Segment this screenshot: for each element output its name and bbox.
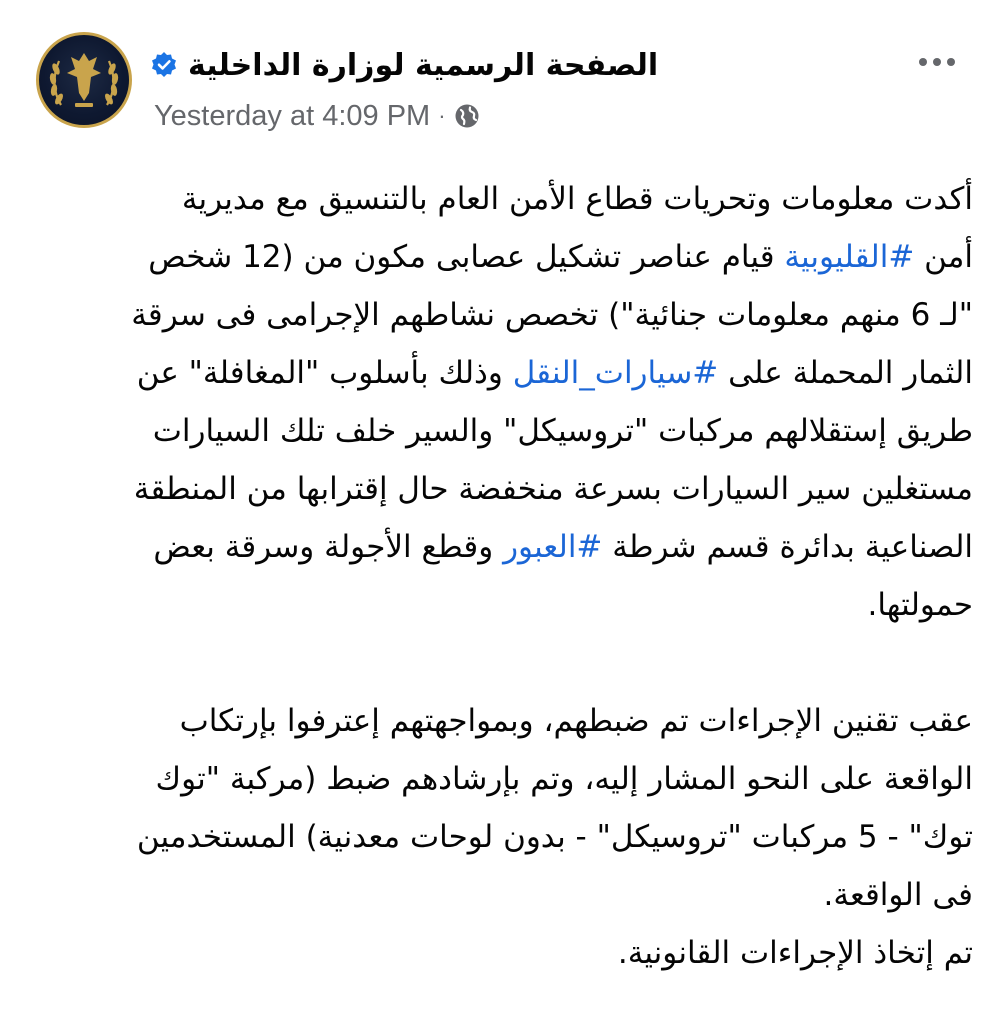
post-text-line xyxy=(30,286,973,344)
post-text-line xyxy=(30,460,973,518)
post-body xyxy=(30,170,973,982)
page-avatar[interactable] xyxy=(36,32,132,128)
post-text-line xyxy=(30,634,973,692)
post-text-segment: عقب تقنين الإجراءات تم ضبطهم، وبمواجهتهم إعترفوا بإرتكاب xyxy=(179,703,973,739)
post-meta xyxy=(154,98,480,134)
post-text-segment: "لـ 6 منهم معلومات جنائية") تخصص نشاطهم الإجرامى فى سرقة xyxy=(131,297,973,333)
page-name-row xyxy=(150,40,670,90)
hashtag-link[interactable]: #سيارات_النقل xyxy=(512,355,719,391)
post-text-line xyxy=(30,750,973,808)
globe-icon[interactable] xyxy=(454,103,480,129)
post-text-segment: الصناعية بدائرة قسم شرطة xyxy=(602,529,973,565)
post-text-segment: فى الواقعة. xyxy=(823,877,973,913)
post-text-segment: وذلك بأسلوب "المغافلة" عن xyxy=(136,355,513,391)
post-text-line xyxy=(30,228,973,286)
post-text-line xyxy=(30,808,973,866)
post-text-segment: الثمار المحملة على xyxy=(718,355,973,391)
post-text-segment: أكدت معلومات وتحريات قطاع الأمن العام بالتنسيق مع مديرية xyxy=(181,181,973,217)
post-timestamp[interactable]: Yesterday at 4:09 PM xyxy=(154,99,431,132)
post-text-line xyxy=(30,576,973,634)
post-text-segment: مستغلين سير السيارات بسرعة منخفضة حال إقترابها من المنطقة xyxy=(133,471,973,507)
post-text-segment: حمولتها. xyxy=(867,587,973,623)
more-horizontal-icon xyxy=(919,58,955,66)
post-text-line xyxy=(30,692,973,750)
post-text-line xyxy=(30,518,973,576)
verified-badge-icon xyxy=(150,51,178,79)
post-text-line xyxy=(30,170,973,228)
post-text-segment: قيام عناصر تشكيل عصابى مكون من (12 شخص xyxy=(148,239,785,275)
hashtag-link[interactable]: #القليوبية xyxy=(784,239,915,275)
post-text-segment: توك" - 5 مركبات "تروسيكل" - بدون لوحات معدنية) المستخدمين xyxy=(136,819,973,855)
more-options-button[interactable] xyxy=(909,42,965,82)
post-text-line xyxy=(30,344,973,402)
post-header xyxy=(0,24,1003,144)
post-text-segment: الواقعة على النحو المشار إليه، وتم بإرشادهم ضبط (مركبة "توك xyxy=(155,761,973,797)
post-text-segment: طريق إستقلالهم مركبات "تروسيكل" والسير خلف تلك السيارات xyxy=(152,413,973,449)
meta-separator: · xyxy=(438,103,446,128)
post-text-segment: تم إتخاذ الإجراءات القانونية. xyxy=(617,935,973,971)
post-text-line xyxy=(30,924,973,982)
post-text-line xyxy=(30,866,973,924)
page-name[interactable]: الصفحة الرسمية لوزارة الداخلية xyxy=(188,47,659,83)
post-text-segment: أمن xyxy=(914,239,973,275)
hashtag-link[interactable]: #العبور xyxy=(503,529,603,565)
eagle-emblem-icon xyxy=(39,35,129,125)
post-text-segment: وقطع الأجولة وسرقة بعض xyxy=(153,529,504,565)
post-text-line xyxy=(30,402,973,460)
